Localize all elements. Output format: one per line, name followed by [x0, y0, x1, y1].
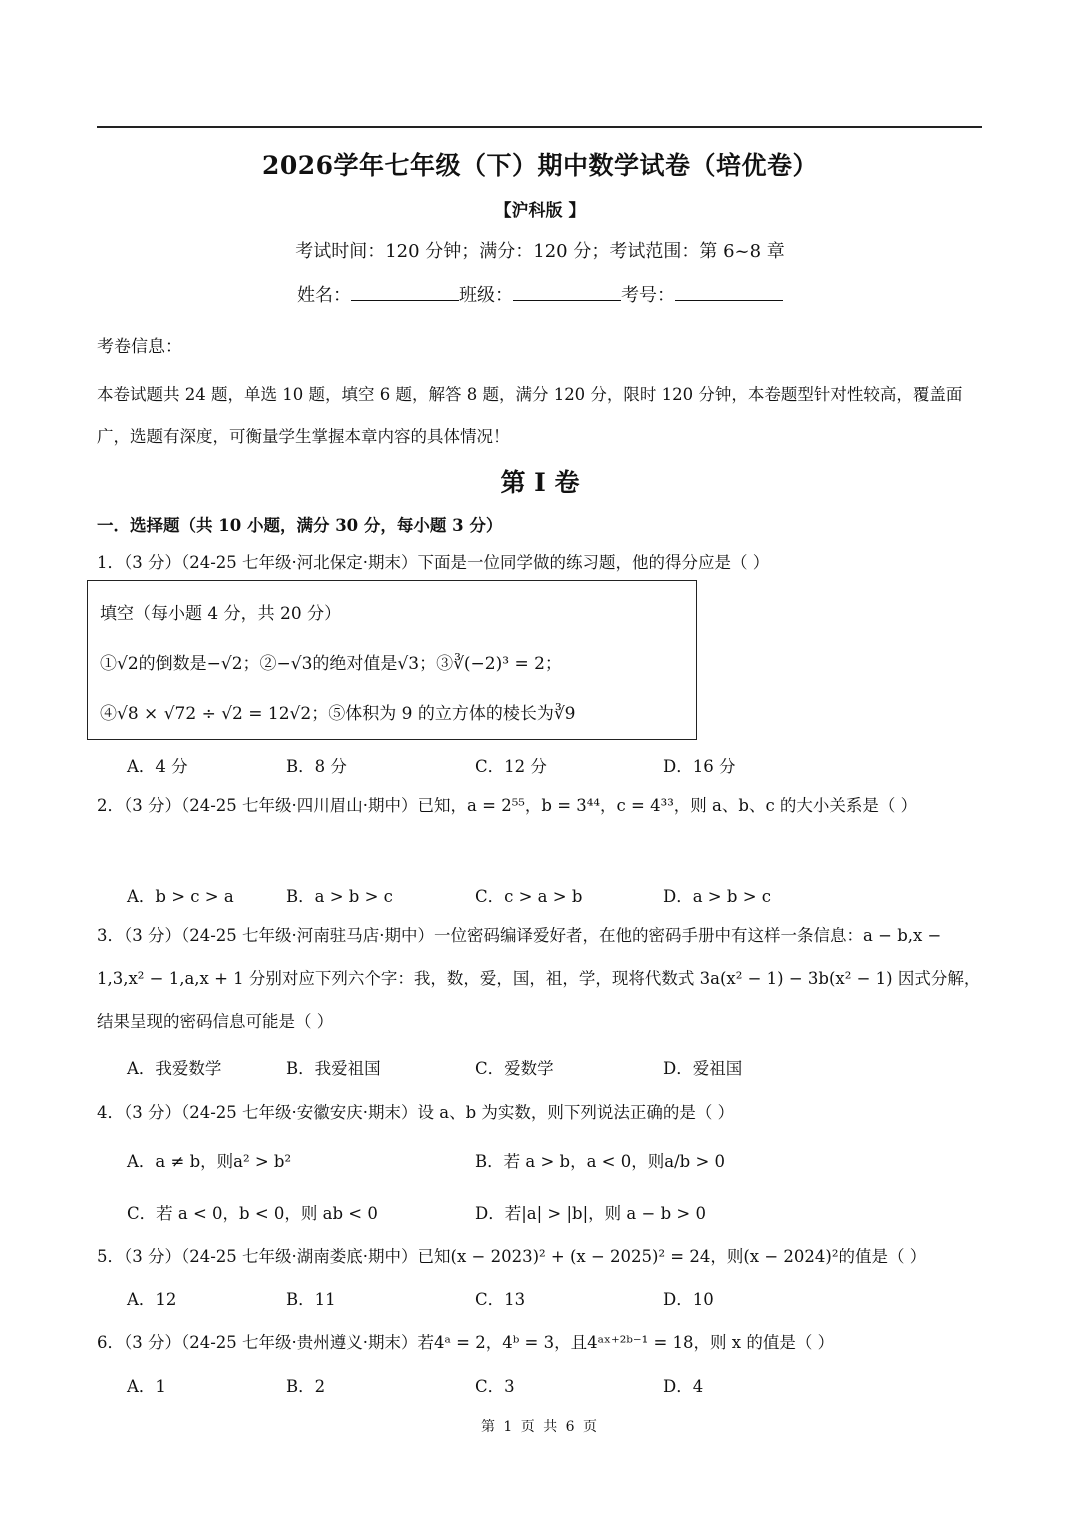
- q4-option-a: A．a ≠ b，则a² > b²: [127, 1152, 292, 1171]
- q2-option-c: C．c > a > b: [475, 887, 583, 906]
- edition-label: 【沪科版 】: [494, 201, 586, 221]
- question-2-stem: 2．（3 分）（24-25 七年级·四川眉山·期中）已知，a = 2⁵⁵，b = 3⁴⁴，c = 4³³，则 a、b、c 的大小关系是（ ）: [97, 796, 918, 815]
- section-title: 第 I 卷: [500, 468, 580, 497]
- q6-option-c: C．3: [475, 1377, 515, 1396]
- page-footer: 第 1 页 共 6 页: [480, 1419, 600, 1435]
- q5-option-a: A．12: [127, 1290, 177, 1309]
- box-line-2: ④√8 × √72 ÷ √2 = 12√2；⑤体积为 9 的立方体的棱长为∛9: [100, 704, 576, 724]
- q6-option-b: B．2: [286, 1377, 326, 1396]
- q1-option-d: D．16 分: [663, 757, 736, 776]
- q4-option-b: B．若 a > b，a < 0，则a/b > 0: [475, 1152, 726, 1171]
- part-title: 一．选择题（共 10 小题，满分 30 分，每小题 3 分）: [97, 516, 503, 535]
- question-1-box: [87, 580, 697, 740]
- info-heading: 考卷信息：: [97, 337, 182, 357]
- q5-option-b: B．11: [286, 1290, 336, 1309]
- q5-option-d: D．10: [663, 1290, 714, 1309]
- q2-option-d: D．a > b > c: [663, 887, 771, 906]
- q3-option-b: B．我爱祖国: [286, 1059, 381, 1078]
- q4-option-d: D．若|a| > |b|，则 a − b > 0: [475, 1204, 706, 1223]
- info-text: 本卷试题共 24 题，单选 10 题，填空 6 题，解答 8 题，满分 120 分，限时 120 分钟，本卷题型针对性较高，覆盖面广，选题有深度，可衡量学生掌握本章内容的具体情况！: [97, 385, 963, 446]
- question-3-stem: 3．（3 分）（24-25 七年级·河南驻马店·期中）一位密码编译爱好者，在他的密码手册中有这样一条信息：a − b,x − 1,3,x² − 1,a,x + 1 分别对应下列六个字：我，数，爱，国，祖，学，现将代数式 3a(x² − 1) − 3b(x² − 1) 因式分解，结果呈现的密码信息可能是（ ）: [97, 926, 981, 1031]
- q6-option-a: A．1: [127, 1377, 166, 1396]
- top-rule: [97, 126, 982, 128]
- q3-option-a: A．我爱数学: [127, 1059, 222, 1078]
- q3-option-c: C．爱数学: [475, 1059, 554, 1078]
- exam-info: 考试时间：120 分钟；满分：120 分；考试范围：第 6~8 章: [295, 241, 785, 262]
- name-blank: [351, 282, 459, 301]
- question-1-stem: 1．（3 分）（24-25 七年级·河北保定·期末）下面是一位同学做的练习题，他的得分应是（ ）: [97, 553, 770, 572]
- q2-option-a: A．b > c > a: [127, 887, 234, 906]
- box-heading: 填空（每小题 4 分，共 20 分）: [100, 604, 342, 624]
- class-blank: [513, 282, 621, 301]
- name-label: 姓名：: [297, 285, 351, 306]
- q1-option-c: C．12 分: [475, 757, 547, 776]
- q6-option-d: D．4: [663, 1377, 704, 1396]
- question-4-stem: 4．（3 分）（24-25 七年级·安徽安庆·期末）设 a、b 为实数，则下列说法正确的是（ ）: [97, 1103, 735, 1122]
- q3-option-d: D．爱祖国: [663, 1059, 743, 1078]
- q1-option-a: A．4 分: [127, 757, 188, 776]
- class-label: 班级：: [459, 285, 513, 306]
- number-blank: [675, 282, 783, 301]
- question-5-stem: 5．（3 分）（24-25 七年级·湖南娄底·期中）已知(x − 2023)² + (x − 2025)² = 24，则(x − 2024)²的值是（ ）: [97, 1247, 927, 1266]
- student-fields: [0, 281, 1080, 307]
- box-line-1: ①√2的倒数是−√2；②−√3的绝对值是√3；③∛(−2)³ = 2；: [100, 654, 562, 674]
- number-label: 考号：: [621, 285, 675, 306]
- exam-title: 2026学年七年级（下）期中数学试卷（培优卷）: [261, 151, 819, 180]
- q4-option-c: C．若 a < 0，b < 0，则 ab < 0: [127, 1204, 378, 1223]
- q5-option-c: C．13: [475, 1290, 526, 1309]
- q1-option-b: B．8 分: [286, 757, 347, 776]
- question-6-stem: 6．（3 分）（24-25 七年级·贵州遵义·期末）若4ᵃ = 2，4ᵇ = 3，且4ᵃˣ⁺²ᵇ⁻¹ = 18，则 x 的值是（ ）: [97, 1333, 835, 1352]
- q2-option-b: B．a > b > c: [286, 887, 393, 906]
